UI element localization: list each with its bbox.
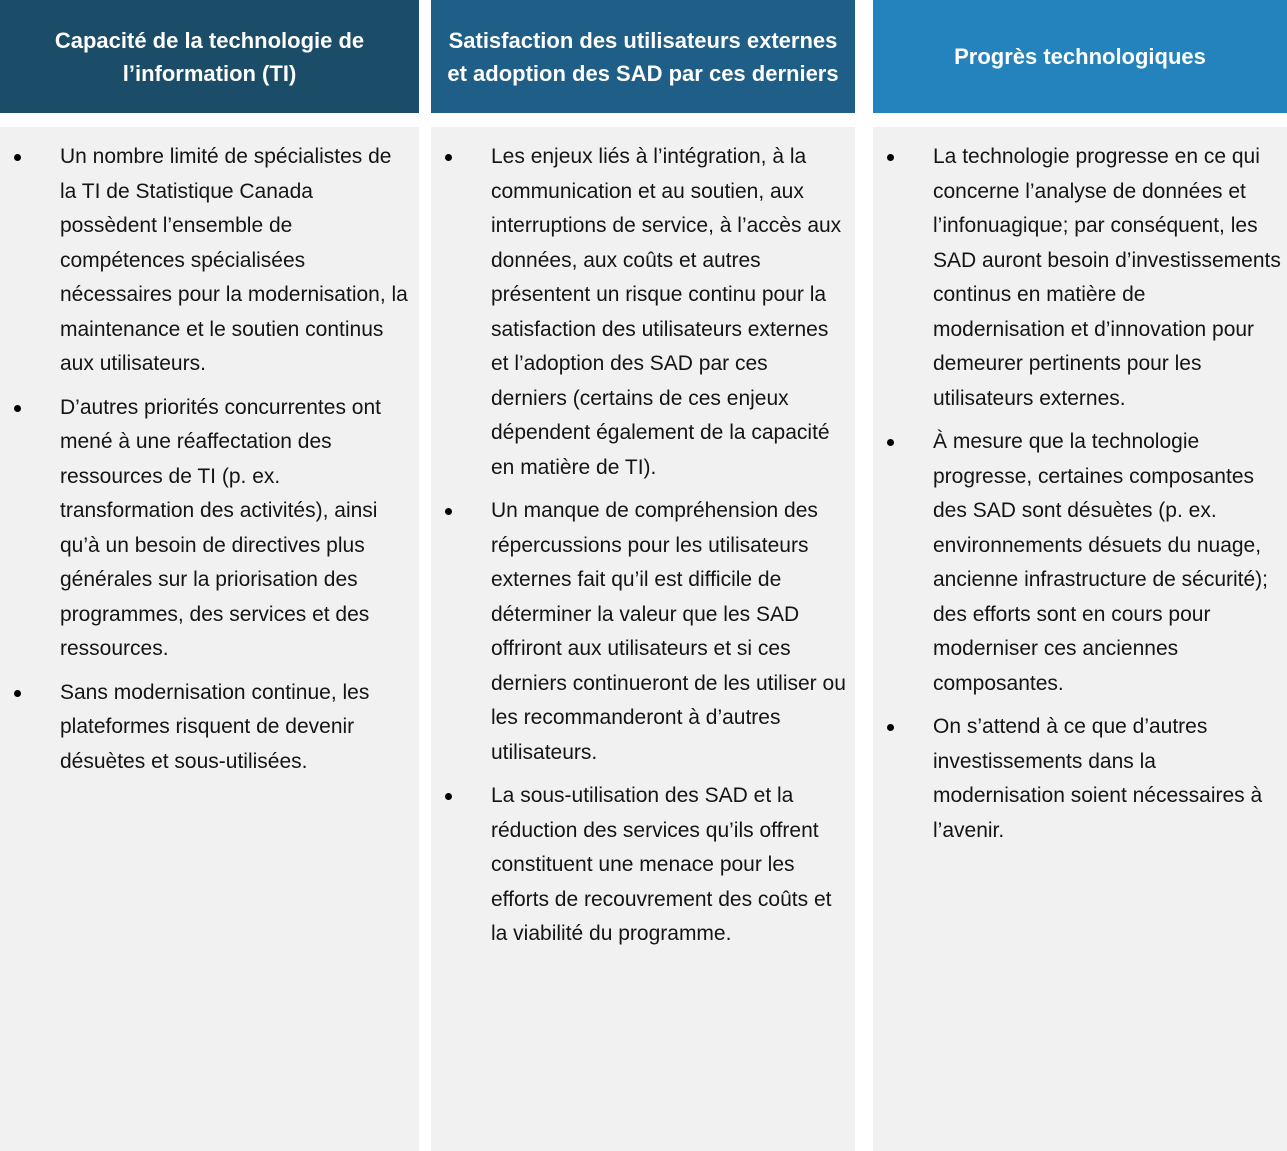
column-body-tech-progress bbox=[873, 127, 1287, 1151]
column-user-satisfaction bbox=[431, 0, 855, 1151]
bullet-item: On s’attend à ce que d’autres investissements dans la modernisation soient nécessaires à l’avenir. bbox=[873, 710, 1281, 848]
bullet-item: Un manque de compréhension des répercussions pour les utilisateurs externes fait qu’il est difficile de déterminer la valeur que les SAD offriront aux utilisateurs et si ces derniers continueront de les utiliser ou les recommanderont à d’autres utilisateurs. bbox=[431, 494, 849, 770]
bullet-item: À mesure que la technologie progresse, certaines composantes des SAD sont désuètes (p. ex. environnements désuets du nuage, ancienne infrastructure de sécurité); des efforts sont en cours pour moderniser ces anciennes composantes. bbox=[873, 425, 1281, 701]
bullet-list bbox=[873, 140, 1281, 848]
bullet-item: Sans modernisation continue, les plateformes risquent de devenir désuètes et sous-utilisées. bbox=[0, 676, 413, 780]
column-header-tech-progress: Progrès technologiques bbox=[873, 0, 1287, 113]
column-body-it-capacity bbox=[0, 127, 419, 1151]
column-tech-progress bbox=[873, 0, 1287, 1151]
bullet-list bbox=[0, 140, 413, 779]
bullet-item: La sous-utilisation des SAD et la réduction des services qu’ils offrent constituent une menace pour les efforts de recouvrement des coûts et la viabilité du programme. bbox=[431, 779, 849, 952]
column-header-user-satisfaction: Satisfaction des utilisateurs externes et adoption des SAD par ces derniers bbox=[431, 0, 855, 113]
column-it-capacity bbox=[0, 0, 419, 1151]
column-header-it-capacity: Capacité de la technologie de l’information (TI) bbox=[0, 0, 419, 113]
bullet-item: D’autres priorités concurrentes ont mené à une réaffectation des ressources de TI (p. ex. transformation des activités), ainsi qu’à un besoin de directives plus générales sur la priorisation des programmes, des services et des ressources. bbox=[0, 391, 413, 667]
bullet-item: Les enjeux liés à l’intégration, à la communication et au soutien, aux interruptions de service, à l’accès aux données, aux coûts et autres présentent un risque continu pour la satisfaction des utilisateurs externes et l’adoption des SAD par ces derniers (certains de ces enjeux dépendent également de la capacité en matière de TI). bbox=[431, 140, 849, 485]
column-body-user-satisfaction bbox=[431, 127, 855, 1151]
bullet-list bbox=[431, 140, 849, 952]
bullet-item: Un nombre limité de spécialistes de la TI de Statistique Canada possèdent l’ensemble de compétences spécialisées nécessaires pour la modernisation, la maintenance et le soutien continus aux utilisateurs. bbox=[0, 140, 413, 382]
bullet-item: La technologie progresse en ce qui concerne l’analyse de données et l’infonuagique; par conséquent, les SAD auront besoin d’investissements continus en matière de modernisation et d’innovation pour demeurer pertinents pour les utilisateurs externes. bbox=[873, 140, 1281, 416]
